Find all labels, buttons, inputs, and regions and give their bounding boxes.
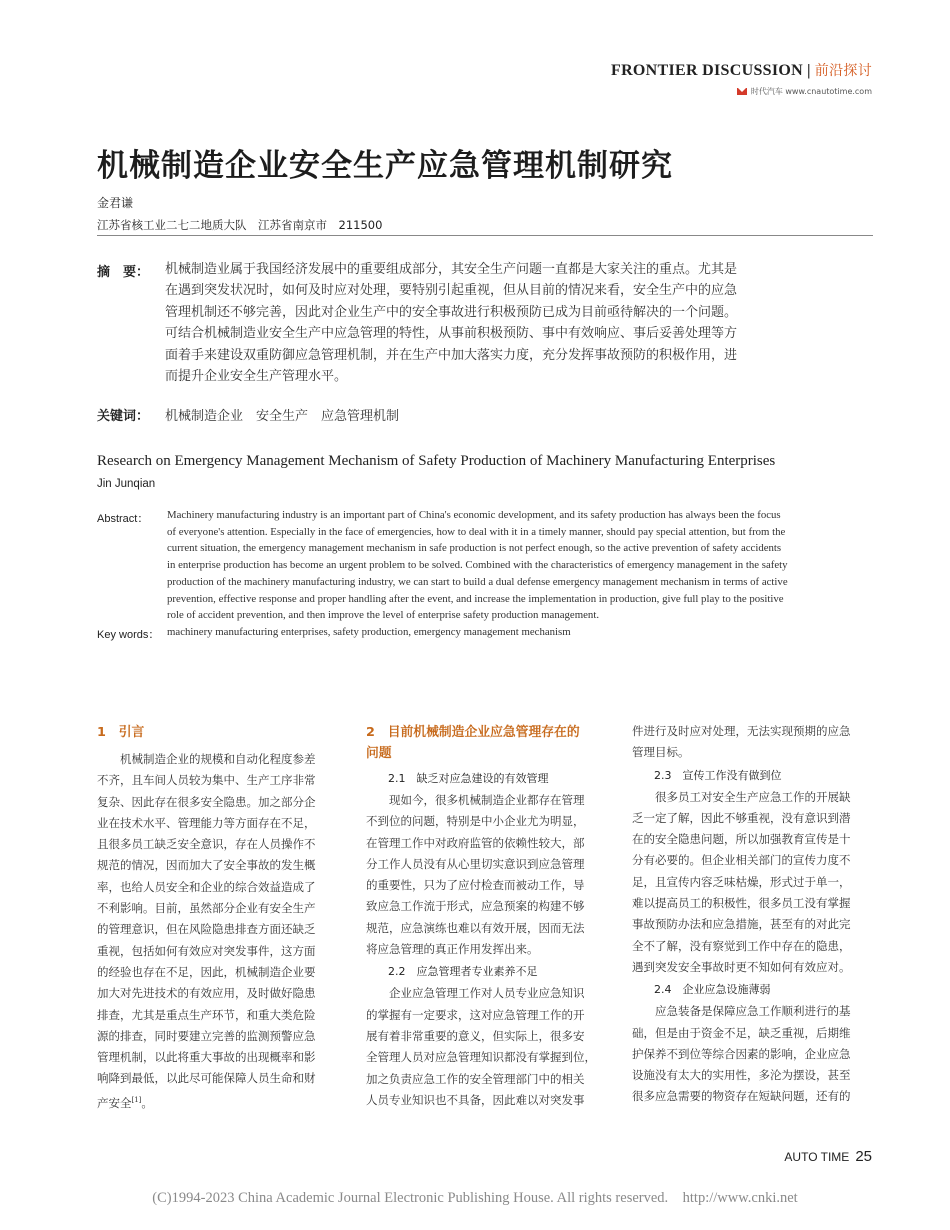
text-line: 率，也给人员安全和企业的综合效益造成了 [97,879,316,894]
text-line: 在管理工作中对政府监管的依赖性较大，部 [366,835,585,850]
text-line: 乏一定了解，因此不够重视，没有意识到潜 [632,810,851,825]
text-line: 源的排查，同时要建立完善的监测预警应急 [97,1028,316,1043]
text-line: 很多应急需要的物资存在短缺问题，还有的 [632,1089,851,1104]
mail-icon [737,88,747,95]
abstract-label: 摘 要： [97,265,150,280]
heading-line: 2 目前机械制造企业应急管理存在的 [366,725,580,740]
text-line: 机械制造企业的规模和自动化程度参差 [120,752,316,766]
journal-header [611,60,872,97]
text-line: 规范的情况，因而加大了安全事故的发生概 [97,858,316,873]
heading-line: 问题 [366,746,392,761]
text-line: 人员专业知识也不具备，因此难以对突发事 [366,1092,585,1107]
paper-title: 机械制造企业安全生产应急管理机制研究 [97,148,673,184]
abstract-line: 管理机制还不够完善，因此对企业生产中的安全事故进行积极预防已成为目前亟待解决的一个问题。 [165,304,738,320]
text-line: 复杂、因此存在很多安全隐患。加之部分企 [97,794,316,809]
text-line: 很多员工对安全生产应急工作的开展缺 [655,789,851,804]
text-line: 业在技术水平、管理能力等方面存在不足， [97,815,316,830]
english-abstract-line: of everyone's attention. Especially in the face of emergencies, how to deal with it in a timely manner, should pay special attention, but from the [167,525,786,538]
text-line: 的掌握有一定要求，这对应急管理工作的开 [366,1007,585,1022]
section-heading [611,60,872,80]
english-abstract-label: Abstract： [97,513,149,525]
english-abstract-line: in enterprise production has become an urgent problem to be solved. Combined with the characteristics of emergency management in the safety [167,559,788,572]
text-line: 管理目标。 [632,745,690,760]
text-line: 设施没有太大的实用性，多沦为摆设，甚至 [632,1068,851,1083]
english-abstract-text [167,507,873,624]
english-abstract-line: current situation, the emergency management mechanism in safe production is not perfect enough, so the active prevention of safety accidents [167,542,782,555]
text-line: 加之负责应急工作的安全管理部门中的相关 [366,1071,585,1086]
heading-problems [366,722,606,764]
text-line: 应急装备是保障应急工作顺利进行的基 [655,1004,851,1019]
subheading-2-4: 2.4 企业应急设施薄弱 [654,983,771,997]
paragraph [366,790,606,960]
text-line: 难以提高员工的积极性，很多员工没有掌握 [632,896,851,911]
english-abstract-line: prevention, effective response and proper handling after the event, and increase the implementation in production, give full play to the positive [167,592,784,605]
text-line: 护保养不到位等综合因素的影响，企业应急 [632,1046,851,1061]
text-line: 将应急管理的真正作用发挥出来。 [366,942,539,957]
text-line: 在的安全隐患问题，所以加强教育宣传是十 [632,832,851,847]
abstract-line: 机械制造业属于我国经济发展中的重要组成部分，其安全生产问题一直都是大家关注的重点。尤其是 [165,262,738,277]
text-line: 足，且宣传内容乏味枯燥，形式过于单一， [632,874,851,889]
text-line: 管理机制，以此将重大事故的出现概率和影 [97,1050,316,1065]
journal-name: AUTO TIME [784,1150,850,1164]
text-line: 件进行及时应对处理，无法实现预期的应急 [632,724,851,738]
section-separator: | [806,62,811,79]
page-footer [784,1148,872,1165]
text-fragment: 产安全 [97,1095,132,1110]
site-url: 时代汽车 www.cnautotime.com [750,87,872,96]
text-line: 事故预防办法和应急措施，甚至有的对此完 [632,917,851,932]
text-line: 的重要性，只为了应付检查而被动工作，导 [366,878,585,893]
abstract-line: 可结合机械制造业安全生产中应急管理的特性，从事前积极预防、事中有效响应、事后妥善处理等方 [165,326,738,342]
keywords-label: 关键词： [97,409,150,424]
paper-author: 金君谦 [97,196,134,210]
text-line: 且很多员工缺乏安全意识，存在人员操作不 [97,837,316,852]
text-line: 企业应急管理工作对人员专业应急知识 [389,986,585,1001]
english-abstract-line: Machinery manufacturing industry is an important part of China's economic development, and its safety production has always been the focus [167,509,781,521]
citation-marker[interactable]: [1] [131,1095,142,1104]
column-2 [366,722,606,1111]
text-line: 响降到最低，以此尽可能保障人员生命和财 [97,1071,316,1086]
heading-introduction: 1 引言 [97,725,145,740]
text-line: 致应急工作流于形式，应急预案的构建不够 [366,899,585,914]
text-line: 全不了解，没有察觉到工作中存在的隐患， [632,938,851,953]
text-line: 遇到突发安全事故时更不知如何有效应对。 [632,959,851,974]
text-line: 展有着非常重要的意义，但实际上，很多安 [366,1028,585,1043]
text-fragment: 。 [141,1095,153,1110]
text-line: 础，但是由于资金不足，缺乏重视，后期维 [632,1025,851,1040]
text-line [97,1090,337,1114]
copyright-notice: (C)1994-2023 China Academic Journal Electronic Publishing House. All rights reserved. http://www.cnki.net [152,1190,798,1206]
text-line: 的管理意识，但在风险隐患排查方面还缺乏 [97,922,316,937]
text-line: 加大对先进技术的有效应用，及时做好隐患 [97,986,316,1001]
english-abstract-line: production of the machinery manufacturing industry, we can start to build a dual defense emergency management mechanism in terms of active [167,575,788,588]
abstract-line: 而提升企业安全生产管理水平。 [165,369,348,385]
column-3 [632,721,872,1108]
text-line: 分工作人员没有从心里切实意识到应急管理 [366,856,585,871]
text-line: 不到位的问题，特别是中小企业尤为明显， [366,814,585,829]
divider [97,235,873,236]
column-1 [97,722,337,1114]
text-line: 不齐，且车间人员较为集中、生产工序非常 [97,773,316,788]
paragraph [366,983,606,1111]
english-author: Jin Junqian [97,478,156,490]
subheading-2-3: 2.3 宣传工作没有做到位 [654,768,782,782]
keywords-text: 机械制造企业 安全生产 应急管理机制 [165,409,400,424]
text-line: 重视，包括如何有效应对突发事件，这方面 [97,943,316,958]
english-keywords-label: Key words： [97,629,160,641]
section-en: FRONTIER DISCUSSION [611,62,803,79]
paper-affiliation: 江苏省核工业二七二地质大队 江苏省南京市 211500 [97,218,383,232]
text-line: 规范，应急演练也难以有效开展，因而无法 [366,920,585,935]
text-line: 全管理人员对应急管理知识都没有掌握到位， [366,1050,596,1065]
text-line: 现如今，很多机械制造企业都存在管理 [389,793,585,807]
text-line: 排查，尤其是重点生产环节，和重大类危险 [97,1007,316,1022]
site-line [611,86,872,97]
section-zh: 前沿探讨 [814,63,872,79]
text-line: 的经验也存在不足，因此，机械制造企业要 [97,964,316,979]
english-title: Research on Emergency Management Mechanism of Safety Production of Machinery Manufacturing Enterprises [97,453,776,469]
subheading-2-2: 2.2 应急管理者专业素养不足 [388,965,538,979]
abstract-line: 面着手来建设双重防御应急管理机制，并在生产中加大落实力度，充分发挥事故预防的积极作用，进 [165,347,738,363]
english-abstract-line: role of accident prevention, and then improve the level of enterprise safety production management. [167,609,600,622]
subheading-2-1: 2.1 缺乏对应急建设的有效管理 [388,772,549,785]
abstract-line: 在遇到突发状况时，如何及时应对处理，要特别引起重视，但从目前的情况来看，安全生产中的应急 [165,283,738,299]
page-number: 25 [855,1148,872,1165]
paragraph [632,1001,872,1107]
paragraph [97,749,337,1114]
text-line: 分有必要的。但企业相关部门的宣传力度不 [632,853,851,868]
text-line: 不利影响。目前，虽然部分企业有安全生产 [97,901,316,916]
english-keywords-text: machinery manufacturing enterprises, safety production, emergency management mechanism [167,626,571,638]
paragraph [632,721,872,764]
abstract-text [165,259,873,387]
paragraph [632,787,872,979]
